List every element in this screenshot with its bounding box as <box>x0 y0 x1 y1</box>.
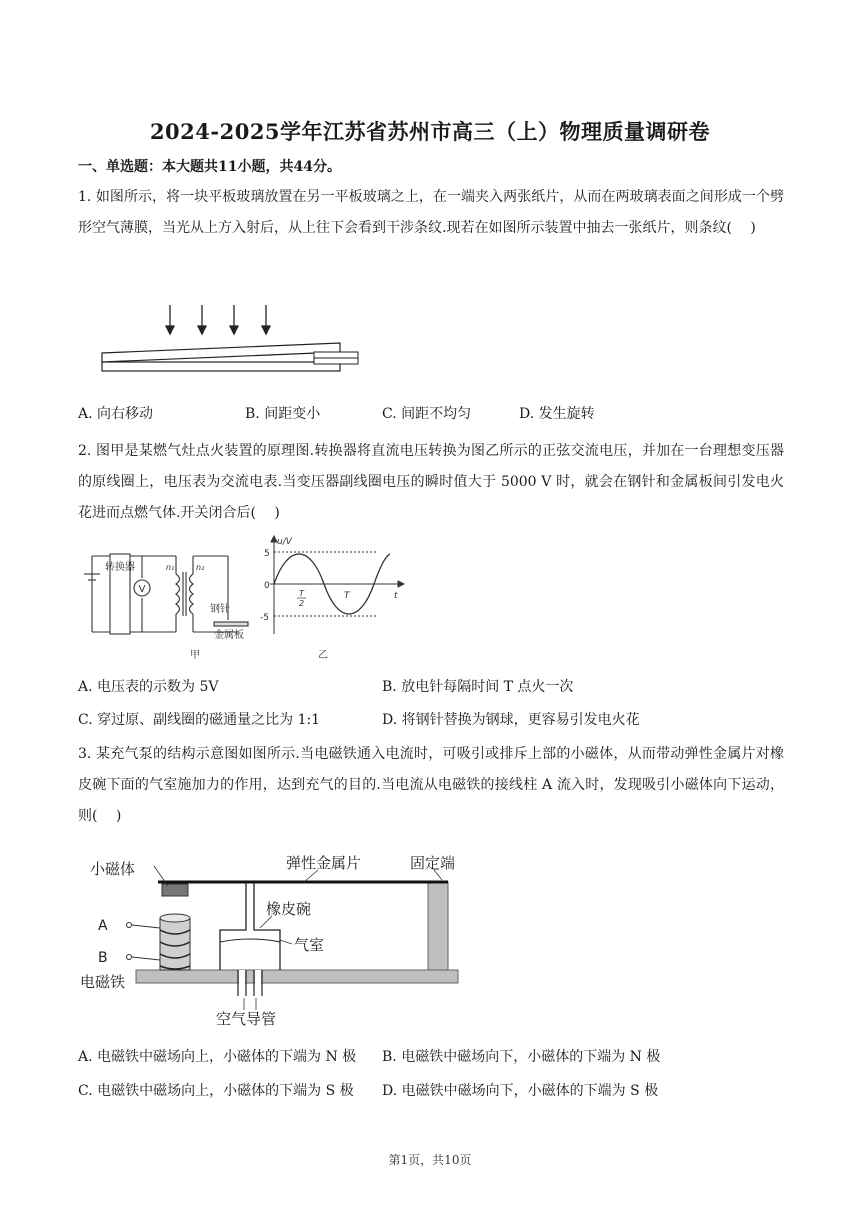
rubber-bowl <box>220 882 280 970</box>
option-d: D. 发生旋转 <box>519 406 595 422</box>
plate-label: 金属板 <box>214 630 244 641</box>
x-axis-label: t <box>394 591 398 601</box>
tick-label: 0 <box>264 581 270 591</box>
arrow-icon <box>166 305 270 334</box>
terminal-a-label: A <box>98 918 108 934</box>
option-a: A. 电压表的示数为 5V <box>78 679 219 695</box>
option-d: D. 将钢针替换为钢球，更容易引发电火花 <box>382 712 640 728</box>
question-3-text: 3. 某充气泵的结构示意图如图所示.当电磁铁通入电流时，可吸引或排斥上部的小磁体，从而带动弹性金属片对橡皮碗下面的气室施加力的作用，达到充气的目的.当电流从电磁铁的接线柱 A 流入时，发现吸引小磁体向下运动，则( ) <box>78 746 784 824</box>
tick-label: T <box>344 591 350 601</box>
air-chamber-label: 气室 <box>294 936 325 954</box>
option-b: B. 放电针每隔时间 T 点火一次 <box>382 679 574 695</box>
option-a: A. 向右移动 <box>78 406 154 422</box>
q3-air-pump-figure <box>78 848 498 1032</box>
fixed-end-label: 固定端 <box>410 854 456 872</box>
caption-a: 甲 <box>190 650 200 661</box>
q2-ignition-circuit-figure <box>78 534 408 666</box>
converter-label: 转换器 <box>105 562 135 573</box>
option-d: D. 电磁铁中磁场向下，小磁体的下端为 S 极 <box>382 1083 659 1099</box>
option-c: C. 电磁铁中磁场向上，小磁体的下端为 S 极 <box>78 1083 354 1099</box>
electromagnet-label: 电磁铁 <box>80 973 126 991</box>
question-1-text: 1. 如图所示，将一块平板玻璃放置在另一平板玻璃之上，在一端夹入两张纸片，从而在两玻璃表面之间形成一个劈形空气薄膜，当光从上方入射后，从上往下会看到干涉条纹.现若在如图所示装置中抽去一张纸片，则条纹( ) <box>78 189 784 236</box>
option-b: B. 电磁铁中磁场向下，小磁体的下端为 N 极 <box>382 1049 661 1065</box>
voltmeter-icon: V <box>138 584 146 595</box>
spring-plate-label: 弹性金属片 <box>286 854 362 872</box>
n1-label: n₁ <box>166 563 175 572</box>
paper-slip <box>314 358 358 364</box>
tick-label: -5 <box>260 613 269 623</box>
base-plate <box>136 970 458 983</box>
air-tube-label: 空气导管 <box>216 1010 277 1028</box>
fixed-post <box>428 882 448 970</box>
tick-label: T <box>299 589 304 598</box>
question-2-text: 2. 图甲是某燃气灶点火装置的原理图.转换器将直流电压转换为图乙所示的正弦交流电压，并加在一台理想变压器的原线圈上，电压表为交流电表.当变压器副线圈电压的瞬时值大于 5000 V 时，就会在钢针和金属板间引发电火花进而点燃气体.开关闭合后( ) <box>78 443 784 521</box>
rubber-bowl-label: 橡皮碗 <box>266 900 312 918</box>
n2-label: n₂ <box>196 563 205 572</box>
section-heading: 一、单选题：本大题共11小题，共44分。 <box>78 159 341 175</box>
option-a: A. 电磁铁中磁场向上，小磁体的下端为 N 极 <box>78 1049 357 1065</box>
caption-b: 乙 <box>318 650 328 661</box>
tick-label: 5 <box>264 549 270 559</box>
option-c: C. 间距不均匀 <box>382 406 472 422</box>
tick-label: 2 <box>299 599 305 608</box>
needle-label: 钢针 <box>210 604 230 615</box>
paper-slip <box>314 352 358 358</box>
q1-glass-wedge-figure <box>96 300 366 380</box>
page-footer: 第1页，共10页 <box>388 1153 472 1167</box>
option-b: B. 间距变小 <box>245 406 321 422</box>
option-c: C. 穿过原、副线圈的磁通量之比为 1:1 <box>78 712 321 728</box>
small-magnet <box>162 884 188 896</box>
bottom-glass <box>102 362 340 371</box>
page-title: 2024-2025学年江苏省苏州市高三（上）物理质量调研卷 <box>149 119 711 144</box>
terminal-b-label: B <box>98 950 108 966</box>
top-glass <box>102 343 340 362</box>
y-axis-label: u/V <box>277 537 292 547</box>
small-magnet-label: 小磁体 <box>90 860 136 878</box>
